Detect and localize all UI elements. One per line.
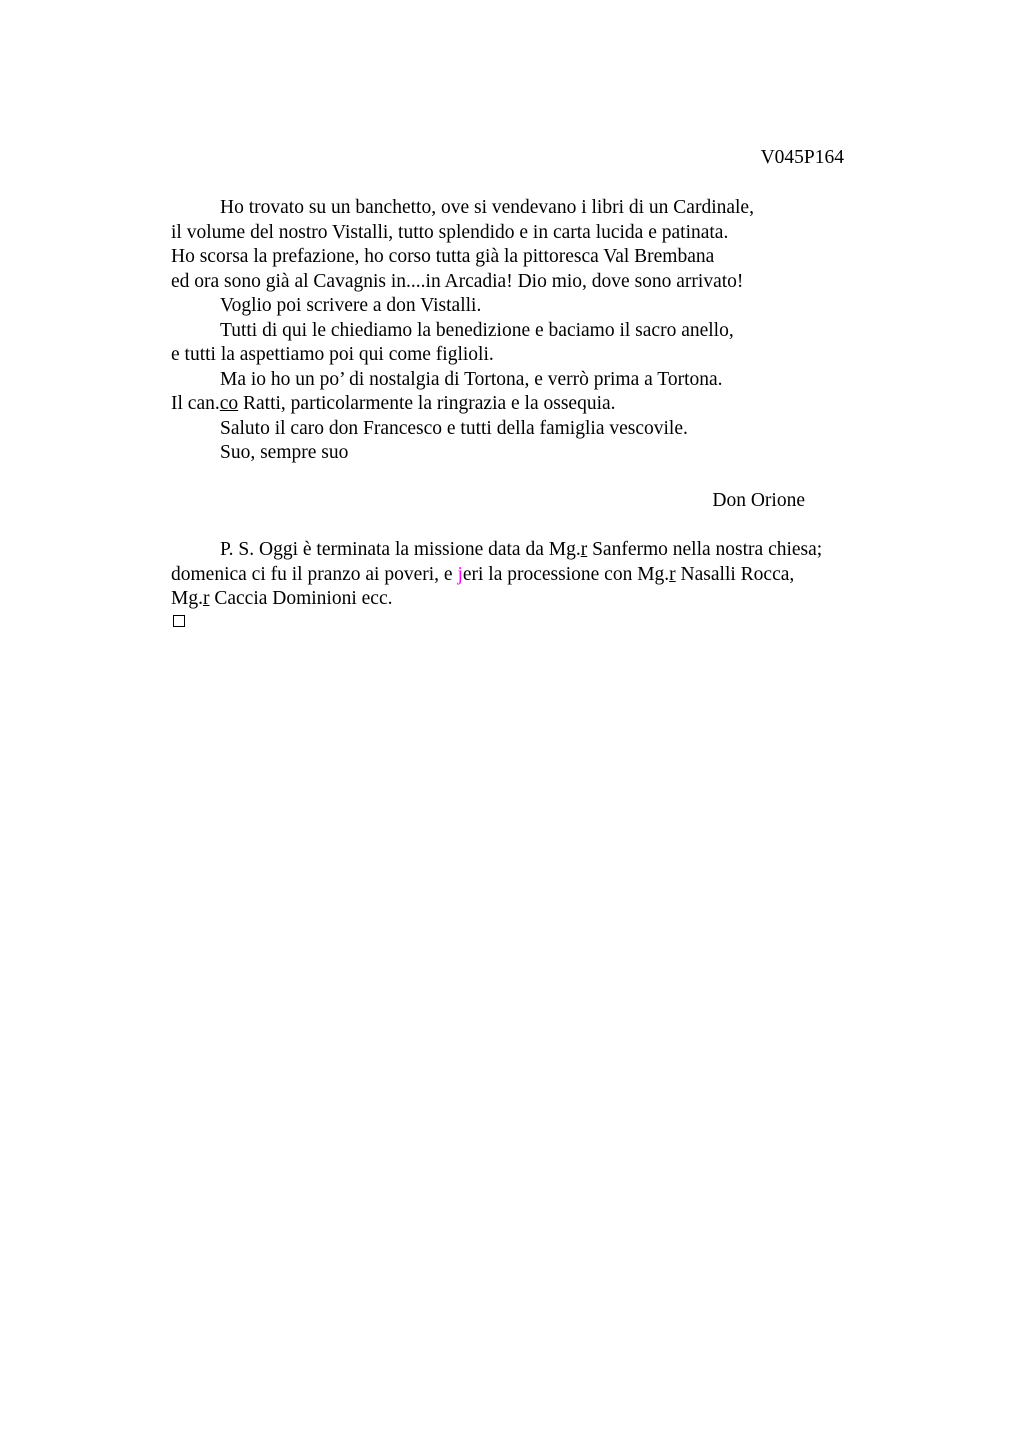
text-fragment: Mg. bbox=[171, 588, 203, 609]
letter-line: e tutti la aspettiamo poi qui come figlioli. bbox=[171, 344, 494, 365]
text-fragment: Ratti, particolarmente la ringrazia e la ossequia. bbox=[238, 393, 616, 414]
abbreviation-superscript: r bbox=[580, 539, 588, 560]
letter-body bbox=[171, 196, 871, 466]
abbreviation-superscript: r bbox=[669, 563, 676, 585]
letter-line: Ho trovato su un banchetto, ove si vendevano i libri di un Cardinale, bbox=[220, 197, 754, 218]
letter-line: Ho scorsa la prefazione, ho corso tutta già la pittoresca Val Brembana bbox=[171, 246, 715, 267]
abbreviation-superscript: r bbox=[202, 588, 210, 609]
letter-line: Voglio poi scrivere a don Vistalli. bbox=[220, 295, 482, 316]
text-fragment: Il can. bbox=[171, 393, 220, 414]
letter-line: Suo, sempre suo bbox=[220, 442, 349, 463]
letter-line: ed ora sono già al Cavagnis in....in Arcadia! Dio mio, dove sono arrivato! bbox=[171, 270, 744, 292]
signature: Don Orione bbox=[712, 490, 805, 511]
postscript-line bbox=[171, 563, 871, 588]
text-fragment: Nasalli Rocca, bbox=[675, 563, 795, 585]
postscript-line bbox=[171, 538, 871, 563]
text-fragment: Caccia Dominioni ecc. bbox=[209, 588, 393, 609]
end-of-document-box bbox=[173, 615, 185, 627]
abbreviation-superscript: co bbox=[219, 393, 239, 414]
letter-line: Saluto il caro don Francesco e tutti della famiglia vescovile. bbox=[220, 417, 688, 439]
text-fragment: P. S. Oggi è terminata la missione data da Mg. bbox=[220, 539, 581, 560]
page-id: V045P164 bbox=[760, 147, 844, 168]
letter-line: Ma io ho un po’ di nostalgia di Tortona, e verrò prima a Tortona. bbox=[220, 368, 723, 390]
letter-line-canonico bbox=[171, 392, 871, 417]
postscript-line bbox=[171, 587, 871, 612]
text-fragment: domenica ci fu il pranzo ai poveri, e bbox=[171, 563, 458, 585]
letter-line: Tutti di qui le chiediamo la benedizione e baciamo il sacro anello, bbox=[220, 319, 734, 341]
text-fragment: Sanfermo nella nostra chiesa; bbox=[587, 539, 823, 560]
postscript bbox=[171, 538, 871, 612]
highlighted-letter: j bbox=[457, 563, 463, 585]
text-fragment: eri la processione con Mg. bbox=[462, 563, 670, 585]
letter-line: il volume del nostro Vistalli, tutto splendido e in carta lucida e patinata. bbox=[171, 221, 729, 243]
